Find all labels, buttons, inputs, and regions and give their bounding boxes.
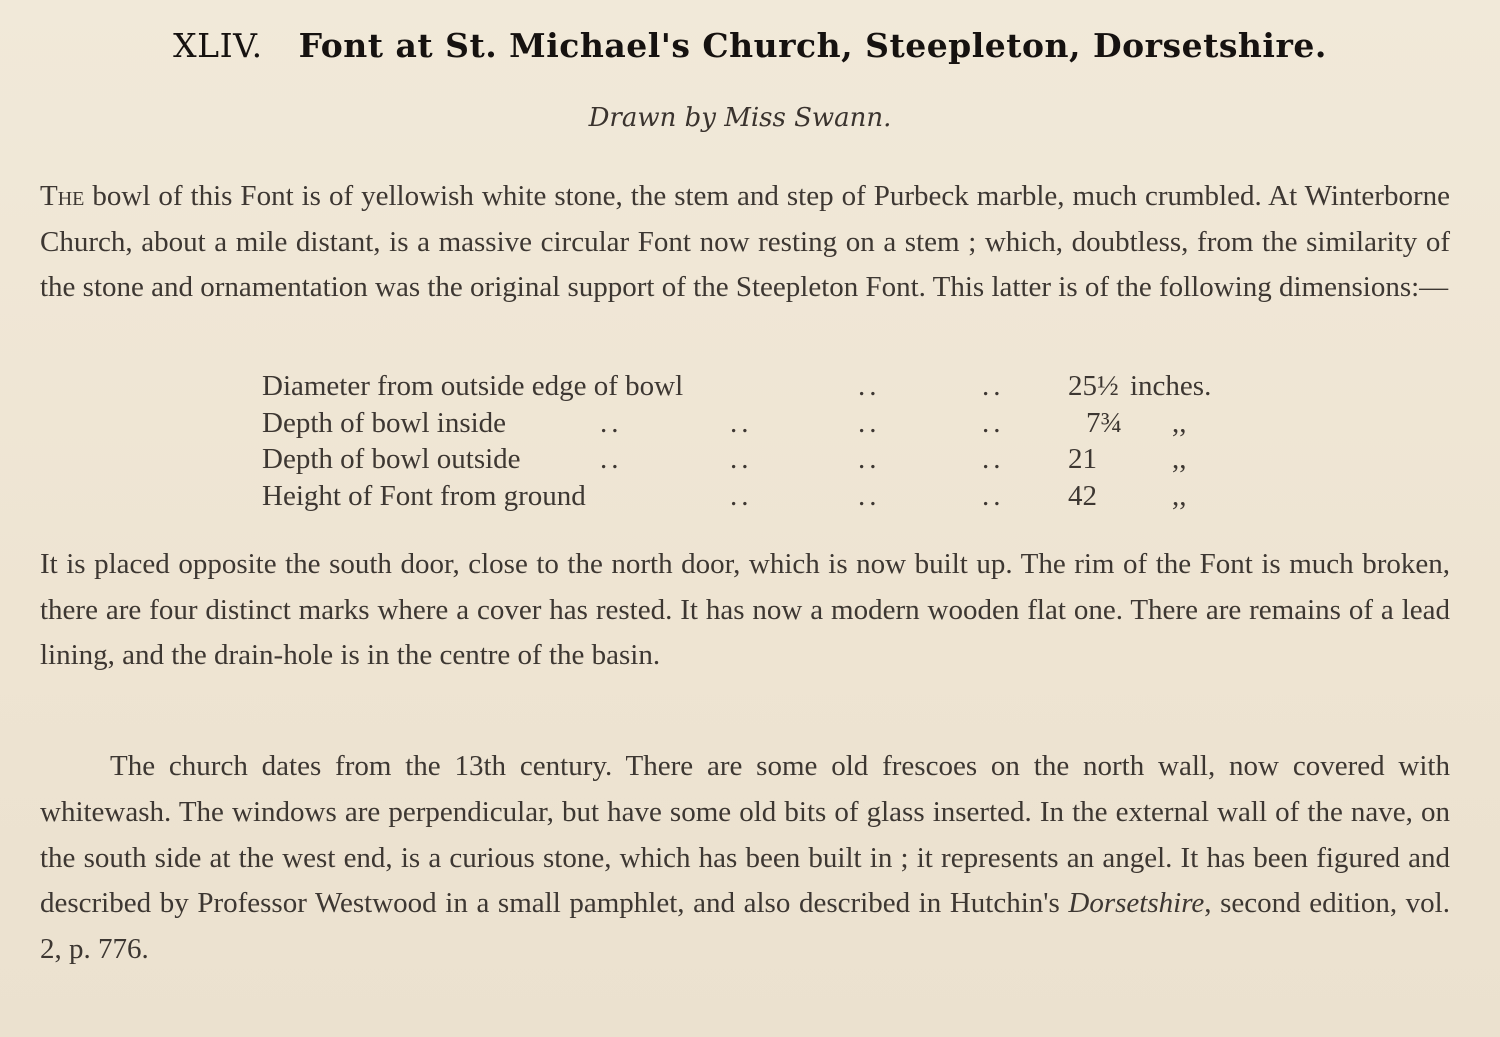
leader-dots: .. bbox=[982, 370, 1005, 402]
paragraph-text: , second edition, vol. 2, p. 776. bbox=[40, 887, 1450, 966]
paragraph-text: The church dates from the 13th century. There are some old frescoes on the north wall, now covered with whitewash. The windows are perpendicular, but have some old bits of glass inserted. In the external wall of the nave, on the south side at the west end, is a curious stone, which has been built in ; it represents an angel. It has been figured and described by Professor Westwood in a small pamphlet, and also described in Hutchin's bbox=[40, 750, 1450, 920]
plate-numeral: XLIV. bbox=[173, 26, 263, 65]
leader-dots: .. bbox=[858, 406, 881, 439]
dimension-unit: ,, bbox=[1172, 443, 1187, 475]
leader-dots: .. bbox=[600, 443, 623, 475]
leader-dots: .. bbox=[982, 443, 1005, 475]
book-title: Dorsetshire bbox=[1068, 887, 1205, 920]
dimension-unit: ,, bbox=[1172, 479, 1187, 512]
leader-dots: .. bbox=[730, 479, 753, 512]
paragraph-text: bowl of this Font is of yellowish white stone, the stem and step of Purbeck marble, much crumbled. At Winterborne Church, about a mile distant, is a massive circular Font now resting on a stem ; which, doubtless, from the similarity of the stone and ornamentation was the original support of the Steepleton Font. This latter is of the following dimensions:— bbox=[40, 180, 1450, 303]
leader-dots: .. bbox=[982, 479, 1005, 512]
dimension-value: 25½ bbox=[1068, 370, 1119, 402]
paragraph-history bbox=[40, 744, 1450, 973]
leader-dots: .. bbox=[730, 406, 753, 439]
dimension-label: Diameter from outside edge of bowl bbox=[262, 370, 684, 402]
title-text: Font at St. Michael's Church, Steepleton, Dorsetshire. bbox=[298, 26, 1327, 65]
dimension-row bbox=[262, 480, 1242, 517]
leader-dots: .. bbox=[858, 370, 881, 402]
dimension-value: 42 bbox=[1068, 479, 1097, 512]
leader-dots: .. bbox=[600, 406, 623, 439]
leader-dots: .. bbox=[858, 443, 881, 475]
byline: Drawn by Miss Swann. bbox=[588, 103, 892, 133]
dimension-value: 21 bbox=[1068, 443, 1097, 475]
dimension-row bbox=[262, 407, 1242, 444]
leader-dots: .. bbox=[730, 443, 753, 475]
dimension-label: Depth of bowl outside bbox=[262, 443, 521, 475]
paragraph-description bbox=[40, 174, 1450, 311]
dimension-value: 7¾ bbox=[1086, 406, 1123, 439]
leader-dots: .. bbox=[982, 406, 1005, 439]
dimensions-table bbox=[262, 370, 1242, 516]
dimension-row bbox=[262, 443, 1242, 480]
paragraph-placement: It is placed opposite the south door, close to the north door, which is now built up. The rim of the Font is much broken, there are four distinct marks where a cover has rested. It has now a modern wooden flat one. There are remains of a lead lining, and the drain-hole is in the centre of the basin. bbox=[40, 548, 1450, 671]
dimension-label: Depth of bowl inside bbox=[262, 406, 507, 439]
leader-dots: .. bbox=[858, 479, 881, 512]
paragraph-lead: The bbox=[40, 180, 85, 212]
dimension-row bbox=[262, 370, 1242, 407]
dimension-unit: inches. bbox=[1130, 370, 1212, 402]
page-title bbox=[0, 26, 1500, 65]
dimension-unit: ,, bbox=[1172, 406, 1187, 439]
dimension-label: Height of Font from ground bbox=[262, 479, 586, 512]
